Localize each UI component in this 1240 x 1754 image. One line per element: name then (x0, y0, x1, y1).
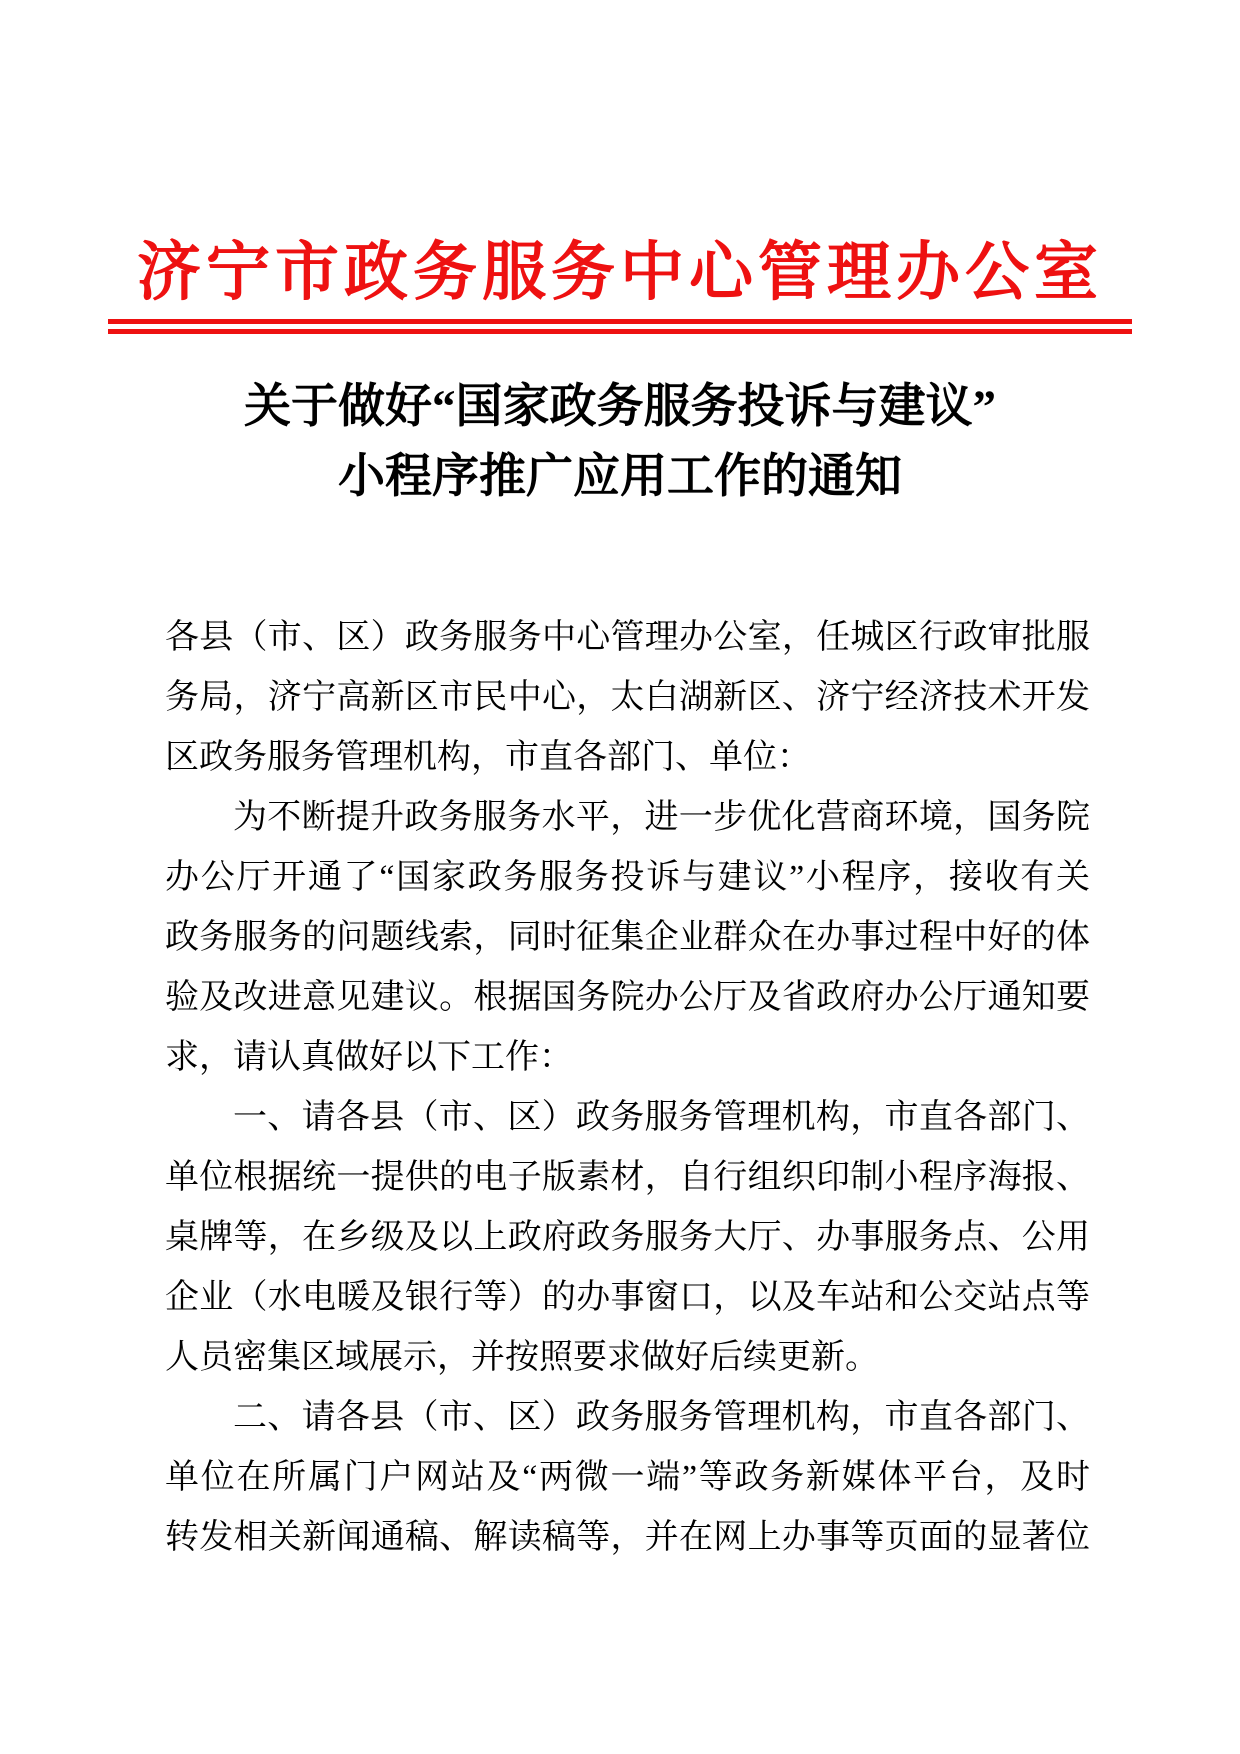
document-title-line2: 小程序推广应用工作的通知 (338, 451, 902, 503)
body-line: 一、请各县（市、区）政务服务管理机构，市直各部门、 (233, 1099, 1090, 1136)
body-line: 验及改进意见建议。根据国务院办公厅及省政府办公厅通知要 (165, 979, 1090, 1016)
body-line: 转发相关新闻通稿、解读稿等，并在网上办事等页面的显著位 (165, 1519, 1090, 1556)
body-line: 政务服务的问题线索，同时征集企业群众在办事过程中好的体 (165, 919, 1090, 956)
letterhead-separator-bottom-line (108, 329, 1132, 334)
body-line: 务局，济宁高新区市民中心，太白湖新区、济宁经济技术开发 (165, 679, 1090, 716)
body-line: 各县（市、区）政务服务中心管理办公室，任城区行政审批服 (165, 619, 1090, 656)
body-line: 办公厅开通了“国家政务服务投诉与建议”小程序，接收有关 (165, 859, 1090, 896)
body-line: 区政务服务管理机构，市直各部门、单位： (165, 739, 811, 776)
body-line: 人员密集区域展示，并按照要求做好后续更新。 (165, 1339, 879, 1376)
body-line: 二、请各县（市、区）政务服务管理机构，市直各部门、 (233, 1399, 1090, 1436)
document-title-line1: 关于做好“国家政务服务投诉与建议” (244, 381, 996, 433)
body-line: 求，请认真做好以下工作： (165, 1039, 573, 1076)
body-line: 桌牌等，在乡级及以上政府政务服务大厅、办事服务点、公用 (165, 1219, 1090, 1256)
body-line: 单位在所属门户网站及“两微一端”等政务新媒体平台，及时 (165, 1459, 1090, 1496)
body-line: 单位根据统一提供的电子版素材，自行组织印制小程序海报、 (165, 1159, 1090, 1196)
body-line: 为不断提升政务服务水平，进一步优化营商环境，国务院 (233, 799, 1090, 836)
body-line: 企业（水电暖及银行等）的办事窗口，以及车站和公交站点等 (165, 1279, 1090, 1316)
letterhead-org-name: 济宁市政务服务中心管理办公室 (137, 237, 1103, 308)
letterhead-separator-top-line (108, 319, 1132, 324)
document-title (0, 372, 1240, 512)
document-body (165, 608, 1090, 1568)
